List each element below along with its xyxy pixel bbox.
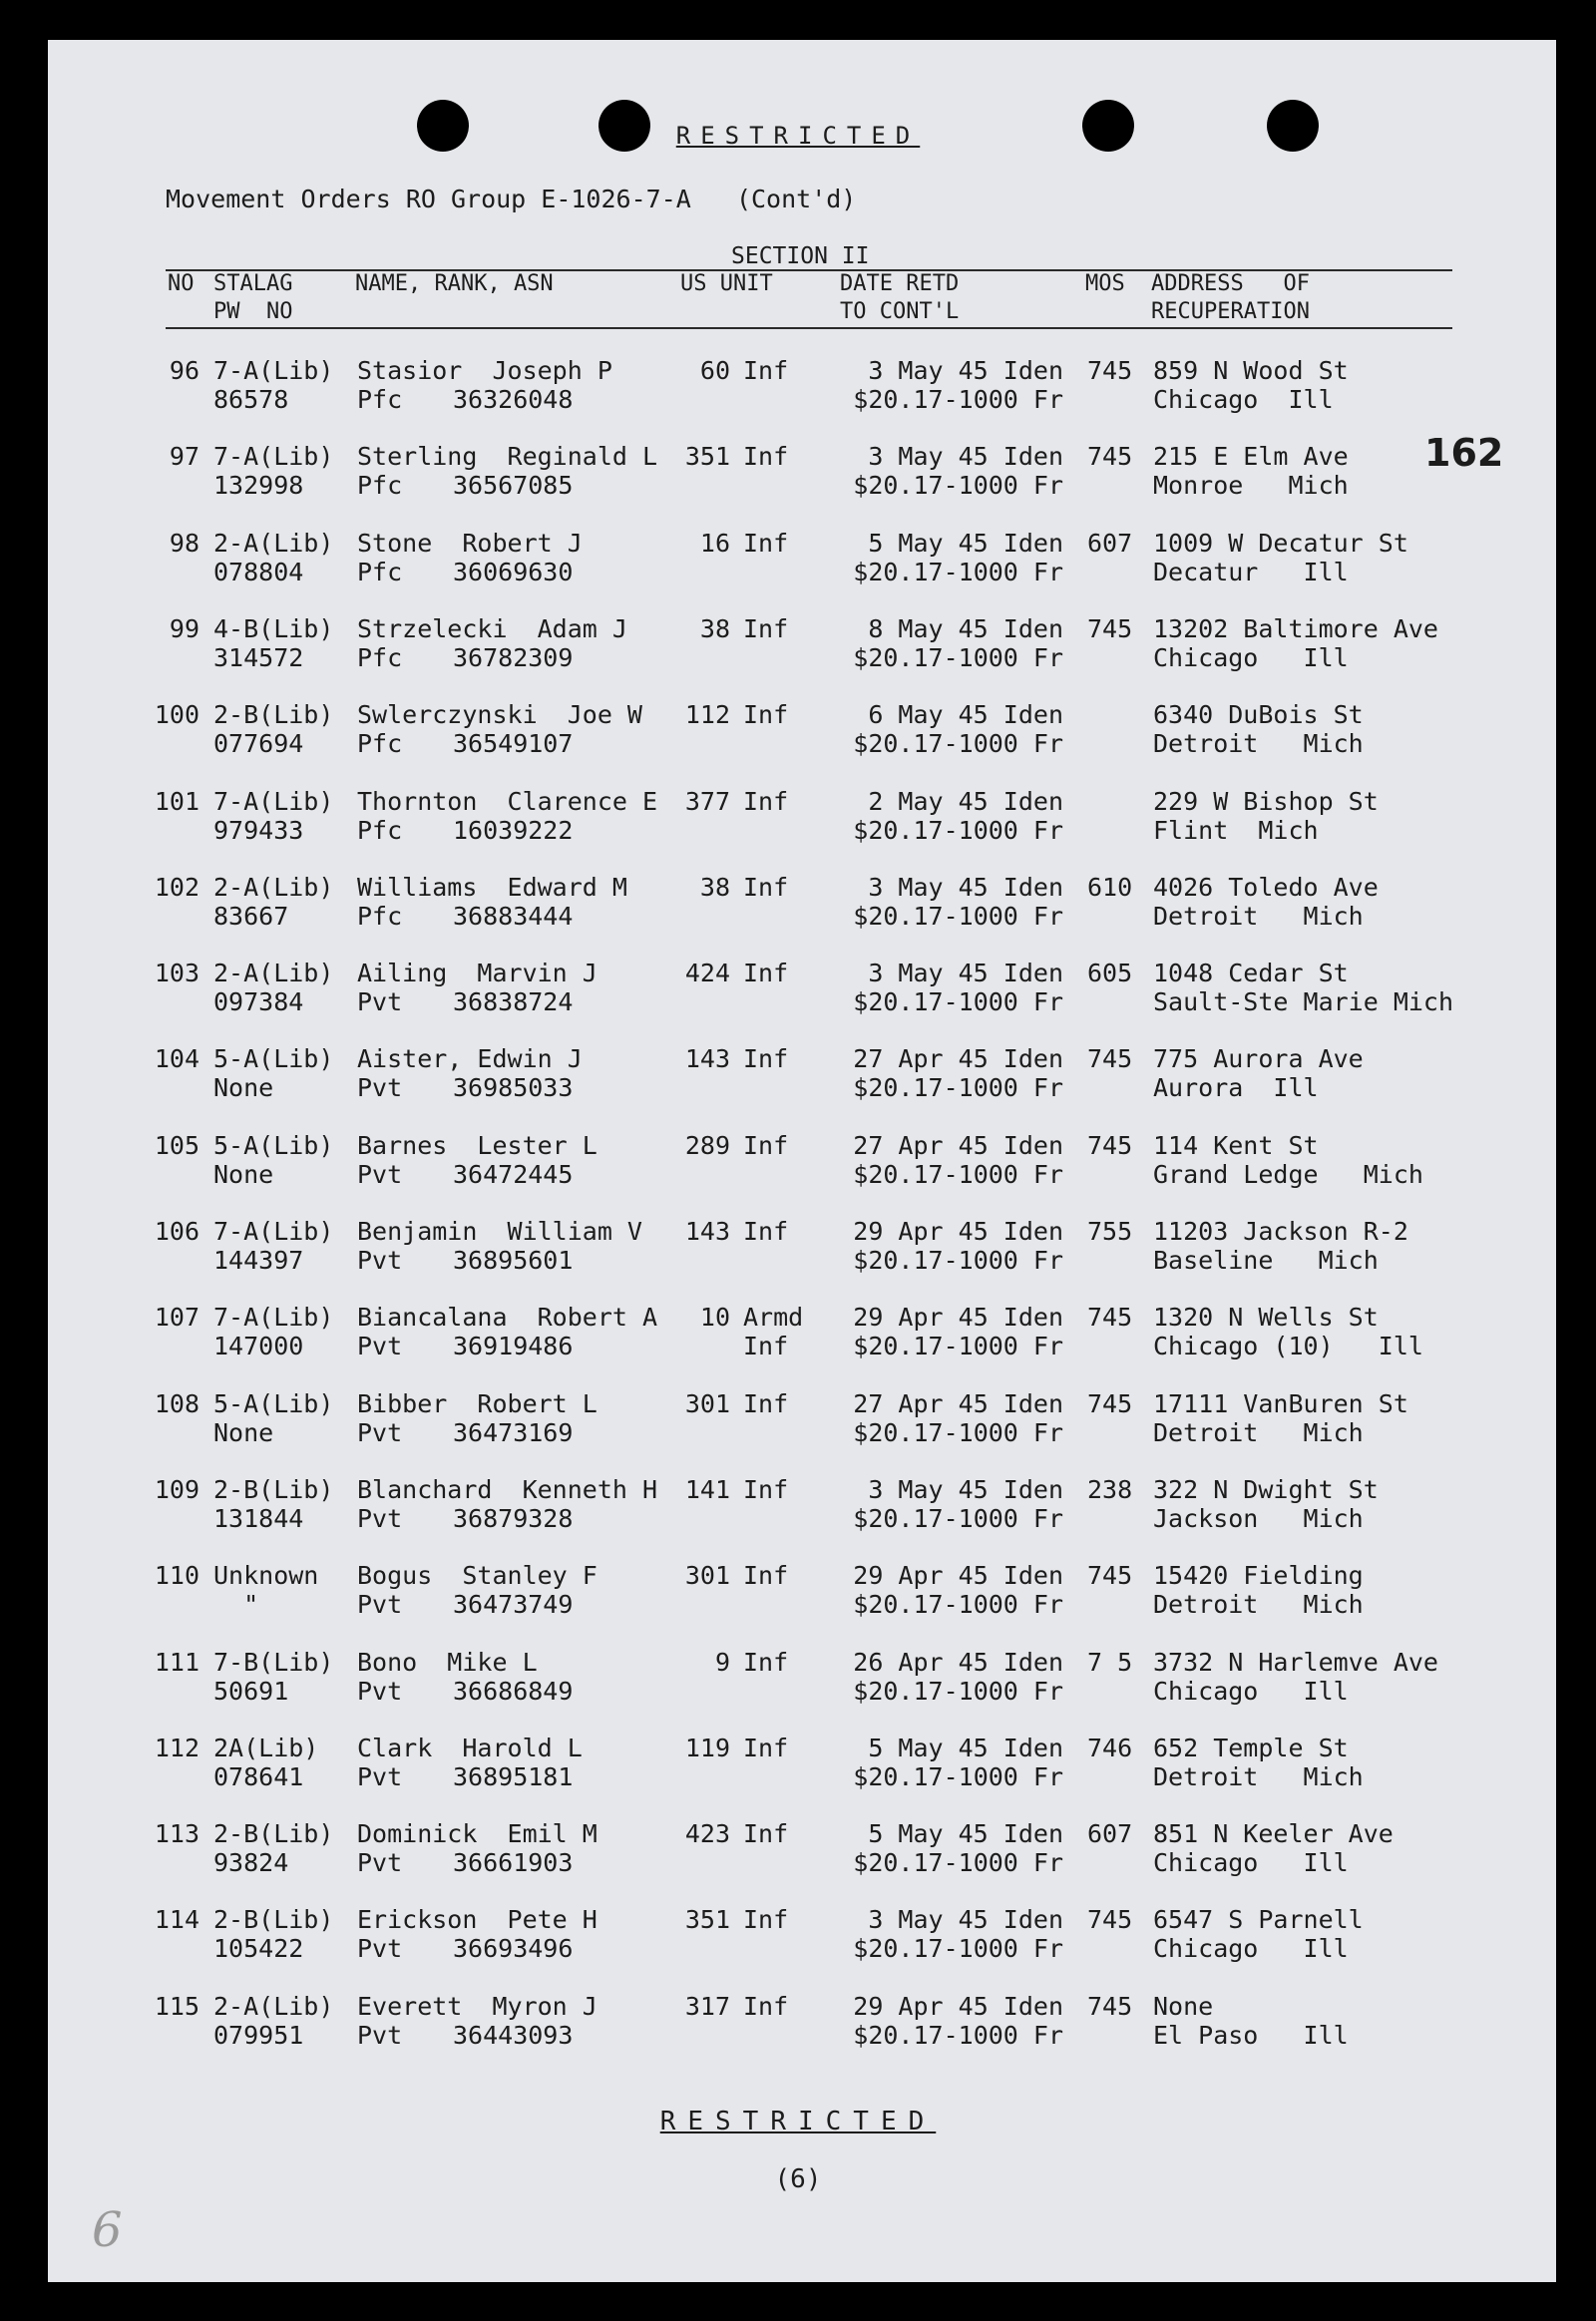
- rank: Pvt: [357, 2020, 403, 2050]
- address-street: 6340 DuBois St: [1153, 700, 1364, 730]
- pw-number: 979433: [213, 815, 304, 845]
- soldier-name: Clark Harold L: [357, 1733, 583, 1762]
- unit-number: 10: [699, 1303, 730, 1333]
- table-row: [0, 1993, 1596, 2063]
- pay-amount: $20.17-1000 Fr: [853, 1503, 1063, 1533]
- address-street: None: [1153, 1991, 1214, 2021]
- entry-number: 109: [154, 1474, 200, 1504]
- army-serial-number: 36895601: [453, 1246, 574, 1275]
- unit-type: Inf: [743, 1561, 789, 1591]
- soldier-name: Blanchard Kenneth H: [357, 1474, 658, 1504]
- unit-number: 377: [684, 786, 730, 816]
- pay-amount: $20.17-1000 Fr: [853, 1676, 1063, 1706]
- date-returned: 3 May 45 Iden: [868, 356, 1063, 385]
- entry-number: 100: [154, 700, 200, 730]
- entry-number: 96: [169, 356, 200, 385]
- date-returned: 3 May 45 Iden: [868, 1474, 1063, 1504]
- mos-code: 238: [1087, 1474, 1133, 1504]
- soldier-name: Stasior Joseph P: [357, 356, 612, 385]
- footer-page-number: (6): [774, 2164, 822, 2194]
- entry-number: 113: [154, 1819, 200, 1849]
- pay-amount: $20.17-1000 Fr: [853, 1332, 1063, 1361]
- date-returned: 29 Apr 45 Iden: [853, 1991, 1063, 2021]
- unit-type: Inf: [743, 1647, 789, 1677]
- rank: Pfc: [357, 815, 403, 845]
- pw-number: 078804: [213, 557, 304, 586]
- rank: Pvt: [357, 1676, 403, 1706]
- pay-amount: $20.17-1000 Fr: [853, 1848, 1063, 1878]
- rank: Pfc: [357, 901, 403, 931]
- unit-type: Inf: [743, 1733, 789, 1762]
- stalag: 7-A(Lib): [213, 1217, 334, 1246]
- soldier-name: Bono Mike L: [357, 1647, 538, 1677]
- pay-amount: $20.17-1000 Fr: [853, 471, 1063, 501]
- col-to-contl: TO CONT'L: [840, 299, 960, 324]
- document-title: Movement Orders RO Group E-1026-7-A (Cont'd): [166, 185, 857, 213]
- col-us-unit: US UNIT: [680, 271, 773, 296]
- address-city: Aurora Ill: [1153, 1073, 1319, 1103]
- unit-type: Inf: [743, 786, 789, 816]
- army-serial-number: 36567085: [453, 471, 574, 501]
- address-street: 859 N Wood St: [1153, 356, 1349, 385]
- unit-number: 351: [684, 442, 730, 472]
- table-row: [0, 1045, 1596, 1115]
- mos-code: 745: [1087, 1561, 1133, 1591]
- address-city: Detroit Mich: [1153, 1590, 1364, 1620]
- entry-number: 99: [169, 613, 200, 643]
- unit-number: 351: [684, 1905, 730, 1935]
- pw-number: 147000: [213, 1332, 304, 1361]
- unit-type: Inf: [743, 613, 789, 643]
- col-stalag: STALAG: [213, 271, 293, 296]
- mos-code: 745: [1087, 1044, 1133, 1074]
- pw-number: None: [213, 1073, 274, 1103]
- address-street: 851 N Keeler Ave: [1153, 1819, 1394, 1849]
- soldier-name: Swlerczynski Joe W: [357, 700, 642, 730]
- rank: Pfc: [357, 729, 403, 759]
- stalag: 2-A(Lib): [213, 528, 334, 558]
- date-returned: 3 May 45 Iden: [868, 442, 1063, 472]
- unit-type-secondary: Inf: [743, 1332, 789, 1361]
- address-city: Grand Ledge Mich: [1153, 1159, 1423, 1189]
- unit-type: Inf: [743, 1819, 789, 1849]
- address-street: 229 W Bishop St: [1153, 786, 1379, 816]
- address-street: 775 Aurora Ave: [1153, 1044, 1364, 1074]
- mos-code: 745: [1087, 1991, 1133, 2021]
- entry-number: 115: [154, 1991, 200, 2021]
- mos-code: 745: [1087, 1303, 1133, 1333]
- unit-number: 424: [684, 959, 730, 988]
- address-street: 11203 Jackson R-2: [1153, 1217, 1408, 1246]
- col-pw-no: PW NO: [213, 299, 293, 324]
- rank: Pvt: [357, 1590, 403, 1620]
- address-city: Baseline Mich: [1153, 1246, 1379, 1275]
- mos-code: 745: [1087, 1130, 1133, 1160]
- pw-number: 93824: [213, 1848, 289, 1878]
- address-street: 13202 Baltimore Ave: [1153, 613, 1438, 643]
- pw-number: 86578: [213, 385, 289, 414]
- mos-code: 610: [1087, 872, 1133, 902]
- mos-code: 745: [1087, 1905, 1133, 1935]
- rank: Pvt: [357, 1159, 403, 1189]
- col-mos: MOS: [1085, 271, 1125, 296]
- stalag: 7-A(Lib): [213, 1303, 334, 1333]
- army-serial-number: 36883444: [453, 901, 574, 931]
- entry-number: 101: [154, 786, 200, 816]
- table-row: [0, 1390, 1596, 1460]
- unit-type: Inf: [743, 700, 789, 730]
- rank: Pvt: [357, 1503, 403, 1533]
- rank: Pvt: [357, 1417, 403, 1447]
- army-serial-number: 36326048: [453, 385, 574, 414]
- section-title: SECTION II: [731, 243, 870, 269]
- address-street: 1048 Cedar St: [1153, 959, 1349, 988]
- address-city: Detroit Mich: [1153, 901, 1364, 931]
- pw-number: 078641: [213, 1761, 304, 1791]
- unit-type: Inf: [743, 442, 789, 472]
- date-returned: 5 May 45 Iden: [868, 1733, 1063, 1762]
- entry-number: 105: [154, 1130, 200, 1160]
- unit-type: Inf: [743, 959, 789, 988]
- table-row: [0, 1476, 1596, 1546]
- date-returned: 2 May 45 Iden: [868, 786, 1063, 816]
- table-row: [0, 443, 1596, 513]
- address-street: 1009 W Decatur St: [1153, 528, 1408, 558]
- table-row: [0, 1132, 1596, 1202]
- date-returned: 3 May 45 Iden: [868, 1905, 1063, 1935]
- table-row: [0, 1906, 1596, 1976]
- unit-number: 317: [684, 1991, 730, 2021]
- stalag: 5-A(Lib): [213, 1388, 334, 1418]
- unit-type: Inf: [743, 1388, 789, 1418]
- address-city: Chicago Ill: [1153, 1848, 1349, 1878]
- table-row: [0, 1218, 1596, 1288]
- stalag: 7-A(Lib): [213, 442, 334, 472]
- pay-amount: $20.17-1000 Fr: [853, 385, 1063, 414]
- mos-code: 745: [1087, 442, 1133, 472]
- pw-number: 097384: [213, 987, 304, 1017]
- table-row: [0, 357, 1596, 427]
- address-city: Chicago (10) Ill: [1153, 1332, 1423, 1361]
- mos-code: 746: [1087, 1733, 1133, 1762]
- entry-number: 108: [154, 1388, 200, 1418]
- stalag: 7-A(Lib): [213, 786, 334, 816]
- pay-amount: $20.17-1000 Fr: [853, 557, 1063, 586]
- rank: Pvt: [357, 1761, 403, 1791]
- table-row: [0, 1820, 1596, 1890]
- pw-number: 105422: [213, 1934, 304, 1964]
- table-row: [0, 1304, 1596, 1373]
- pw-number: 144397: [213, 1246, 304, 1275]
- unit-number: 289: [684, 1130, 730, 1160]
- pw-number: ": [213, 1590, 259, 1620]
- army-serial-number: 36985033: [453, 1073, 574, 1103]
- stalag: 4-B(Lib): [213, 613, 334, 643]
- stalag: 5-A(Lib): [213, 1044, 334, 1074]
- header-rule-bottom: [166, 327, 1452, 329]
- address-city: Chicago Ill: [1153, 385, 1334, 414]
- pay-amount: $20.17-1000 Fr: [853, 1761, 1063, 1791]
- address-city: Flint Mich: [1153, 815, 1319, 845]
- unit-type: Inf: [743, 1474, 789, 1504]
- mos-code: 745: [1087, 356, 1133, 385]
- date-returned: 8 May 45 Iden: [868, 613, 1063, 643]
- entry-number: 104: [154, 1044, 200, 1074]
- pay-amount: $20.17-1000 Fr: [853, 1159, 1063, 1189]
- army-serial-number: 36472445: [453, 1159, 574, 1189]
- address-city: Sault-Ste Marie Mich: [1153, 987, 1454, 1017]
- table-row: [0, 960, 1596, 1029]
- address-city: Chicago Ill: [1153, 642, 1349, 672]
- date-returned: 3 May 45 Iden: [868, 959, 1063, 988]
- unit-number: 301: [684, 1561, 730, 1591]
- army-serial-number: 36661903: [453, 1848, 574, 1878]
- rank: Pvt: [357, 987, 403, 1017]
- entry-number: 98: [169, 528, 200, 558]
- stalag: 7-A(Lib): [213, 356, 334, 385]
- soldier-name: Biancalana Robert A: [357, 1303, 658, 1333]
- soldier-name: Erickson Pete H: [357, 1905, 598, 1935]
- footer-classification: RESTRICTED: [659, 2107, 937, 2136]
- rank: Pfc: [357, 385, 403, 414]
- pay-amount: $20.17-1000 Fr: [853, 1590, 1063, 1620]
- unit-type: Inf: [743, 872, 789, 902]
- unit-type: Armd: [743, 1303, 804, 1333]
- soldier-name: Aister, Edwin J: [357, 1044, 583, 1074]
- address-city: Detroit Mich: [1153, 729, 1364, 759]
- unit-type: Inf: [743, 356, 789, 385]
- soldier-name: Bogus Stanley F: [357, 1561, 598, 1591]
- col-address-of: ADDRESS OF: [1151, 271, 1310, 296]
- table-row: [0, 1735, 1596, 1804]
- pw-number: 50691: [213, 1676, 289, 1706]
- army-serial-number: 16039222: [453, 815, 574, 845]
- address-city: El Paso Ill: [1153, 2020, 1349, 2050]
- mos-code: 7 5: [1087, 1647, 1133, 1677]
- unit-type: Inf: [743, 1044, 789, 1074]
- soldier-name: Strzelecki Adam J: [357, 613, 627, 643]
- unit-number: 38: [699, 872, 730, 902]
- date-returned: 29 Apr 45 Iden: [853, 1303, 1063, 1333]
- mos-code: 745: [1087, 1388, 1133, 1418]
- unit-type: Inf: [743, 1217, 789, 1246]
- table-row: [0, 1562, 1596, 1632]
- address-street: 15420 Fielding: [1153, 1561, 1364, 1591]
- unit-number: 60: [699, 356, 730, 385]
- rank: Pvt: [357, 1848, 403, 1878]
- address-street: 3732 N Harlemve Ave: [1153, 1647, 1438, 1677]
- pay-amount: $20.17-1000 Fr: [853, 642, 1063, 672]
- soldier-name: Bibber Robert L: [357, 1388, 598, 1418]
- pay-amount: $20.17-1000 Fr: [853, 729, 1063, 759]
- unit-number: 119: [684, 1733, 730, 1762]
- unit-number: 112: [684, 700, 730, 730]
- soldier-name: Benjamin William V: [357, 1217, 642, 1246]
- stalag: Unknown: [213, 1561, 319, 1591]
- pw-number: 077694: [213, 729, 304, 759]
- unit-type: Inf: [743, 528, 789, 558]
- stalag: 2-B(Lib): [213, 1905, 334, 1935]
- soldier-name: Dominick Emil M: [357, 1819, 598, 1849]
- stalag: 2-A(Lib): [213, 959, 334, 988]
- pw-number: 314572: [213, 642, 304, 672]
- col-no: NO: [168, 271, 195, 296]
- army-serial-number: 36838724: [453, 987, 574, 1017]
- address-street: 215 E Elm Ave: [1153, 442, 1349, 472]
- army-serial-number: 36693496: [453, 1934, 574, 1964]
- entry-number: 106: [154, 1217, 200, 1246]
- address-street: 652 Temple St: [1153, 1733, 1349, 1762]
- entry-number: 102: [154, 872, 200, 902]
- mos-code: 607: [1087, 1819, 1133, 1849]
- pw-number: 079951: [213, 2020, 304, 2050]
- entry-number: 97: [169, 442, 200, 472]
- entry-number: 112: [154, 1733, 200, 1762]
- soldier-name: Ailing Marvin J: [357, 959, 598, 988]
- address-city: Decatur Ill: [1153, 557, 1349, 586]
- address-street: 4026 Toledo Ave: [1153, 872, 1379, 902]
- army-serial-number: 36549107: [453, 729, 574, 759]
- entry-number: 111: [154, 1647, 200, 1677]
- stalag: 7-B(Lib): [213, 1647, 334, 1677]
- soldier-name: Sterling Reginald L: [357, 442, 658, 472]
- date-returned: 26 Apr 45 Iden: [853, 1647, 1063, 1677]
- address-city: Monroe Mich: [1153, 471, 1349, 501]
- rank: Pvt: [357, 1073, 403, 1103]
- unit-number: 301: [684, 1388, 730, 1418]
- pw-number: None: [213, 1159, 274, 1189]
- rank: Pvt: [357, 1246, 403, 1275]
- stalag: 2A(Lib): [213, 1733, 319, 1762]
- pw-number: None: [213, 1417, 274, 1447]
- army-serial-number: 36473169: [453, 1417, 574, 1447]
- mos-code: 745: [1087, 613, 1133, 643]
- stalag: 5-A(Lib): [213, 1130, 334, 1160]
- mos-code: 755: [1087, 1217, 1133, 1246]
- mos-code: 605: [1087, 959, 1133, 988]
- col-recuperation: RECUPERATION: [1151, 299, 1310, 324]
- address-city: Chicago Ill: [1153, 1676, 1349, 1706]
- address-city: Detroit Mich: [1153, 1417, 1364, 1447]
- pw-number: 83667: [213, 901, 289, 931]
- pw-number: 131844: [213, 1503, 304, 1533]
- table-row: [0, 615, 1596, 685]
- date-returned: 27 Apr 45 Iden: [853, 1130, 1063, 1160]
- army-serial-number: 36069630: [453, 557, 574, 586]
- army-serial-number: 36879328: [453, 1503, 574, 1533]
- army-serial-number: 36443093: [453, 2020, 574, 2050]
- soldier-name: Everett Myron J: [357, 1991, 598, 2021]
- header-classification: RESTRICTED: [675, 122, 921, 150]
- soldier-name: Thornton Clarence E: [357, 786, 658, 816]
- address-city: Detroit Mich: [1153, 1761, 1364, 1791]
- table-row: [0, 1649, 1596, 1719]
- unit-number: 141: [684, 1474, 730, 1504]
- rank: Pvt: [357, 1332, 403, 1361]
- rank: Pfc: [357, 642, 403, 672]
- unit-number: 143: [684, 1044, 730, 1074]
- unit-number: 423: [684, 1819, 730, 1849]
- unit-number: 16: [699, 528, 730, 558]
- stalag: 2-B(Lib): [213, 1474, 334, 1504]
- unit-type: Inf: [743, 1991, 789, 2021]
- table-row: [0, 530, 1596, 599]
- rank: Pvt: [357, 1934, 403, 1964]
- date-returned: 3 May 45 Iden: [868, 872, 1063, 902]
- col-date-retd: DATE RETD: [840, 271, 960, 296]
- pay-amount: $20.17-1000 Fr: [853, 1246, 1063, 1275]
- stalag: 2-B(Lib): [213, 700, 334, 730]
- handwritten-page-mark: 6: [92, 2202, 123, 2258]
- unit-number: 143: [684, 1217, 730, 1246]
- entry-number: 110: [154, 1561, 200, 1591]
- address-city: Chicago Ill: [1153, 1934, 1349, 1964]
- unit-type: Inf: [743, 1130, 789, 1160]
- table-row: [0, 788, 1596, 858]
- stalag: 2-A(Lib): [213, 1991, 334, 2021]
- table-row: [0, 874, 1596, 944]
- unit-type: Inf: [743, 1905, 789, 1935]
- pw-number: 132998: [213, 471, 304, 501]
- entry-number: 114: [154, 1905, 200, 1935]
- entry-number: 107: [154, 1303, 200, 1333]
- army-serial-number: 36686849: [453, 1676, 574, 1706]
- date-returned: 29 Apr 45 Iden: [853, 1217, 1063, 1246]
- address-street: 322 N Dwight St: [1153, 1474, 1379, 1504]
- pay-amount: $20.17-1000 Fr: [853, 815, 1063, 845]
- unit-number: 9: [714, 1647, 730, 1677]
- army-serial-number: 36782309: [453, 642, 574, 672]
- army-serial-number: 36473749: [453, 1590, 574, 1620]
- mos-code: 607: [1087, 528, 1133, 558]
- pay-amount: $20.17-1000 Fr: [853, 1073, 1063, 1103]
- rank: Pfc: [357, 471, 403, 501]
- address-street: 1320 N Wells St: [1153, 1303, 1379, 1333]
- pay-amount: $20.17-1000 Fr: [853, 2020, 1063, 2050]
- unit-number: 38: [699, 613, 730, 643]
- address-city: Jackson Mich: [1153, 1503, 1364, 1533]
- address-street: 114 Kent St: [1153, 1130, 1319, 1160]
- army-serial-number: 36919486: [453, 1332, 574, 1361]
- date-returned: 5 May 45 Iden: [868, 528, 1063, 558]
- page-number-stamp: 162: [1424, 431, 1504, 475]
- stalag: 2-B(Lib): [213, 1819, 334, 1849]
- soldier-name: Stone Robert J: [357, 528, 583, 558]
- rank: Pfc: [357, 557, 403, 586]
- date-returned: 27 Apr 45 Iden: [853, 1388, 1063, 1418]
- address-street: 17111 VanBuren St: [1153, 1388, 1408, 1418]
- pay-amount: $20.17-1000 Fr: [853, 901, 1063, 931]
- pay-amount: $20.17-1000 Fr: [853, 987, 1063, 1017]
- stalag: 2-A(Lib): [213, 872, 334, 902]
- soldier-name: Williams Edward M: [357, 872, 627, 902]
- date-returned: 29 Apr 45 Iden: [853, 1561, 1063, 1591]
- table-row: [0, 701, 1596, 771]
- date-returned: 6 May 45 Iden: [868, 700, 1063, 730]
- date-returned: 5 May 45 Iden: [868, 1819, 1063, 1849]
- date-returned: 27 Apr 45 Iden: [853, 1044, 1063, 1074]
- pay-amount: $20.17-1000 Fr: [853, 1934, 1063, 1964]
- soldier-name: Barnes Lester L: [357, 1130, 598, 1160]
- pay-amount: $20.17-1000 Fr: [853, 1417, 1063, 1447]
- col-name-rank-asn: NAME, RANK, ASN: [355, 271, 554, 296]
- army-serial-number: 36895181: [453, 1761, 574, 1791]
- address-street: 6547 S Parnell: [1153, 1905, 1364, 1935]
- entry-number: 103: [154, 959, 200, 988]
